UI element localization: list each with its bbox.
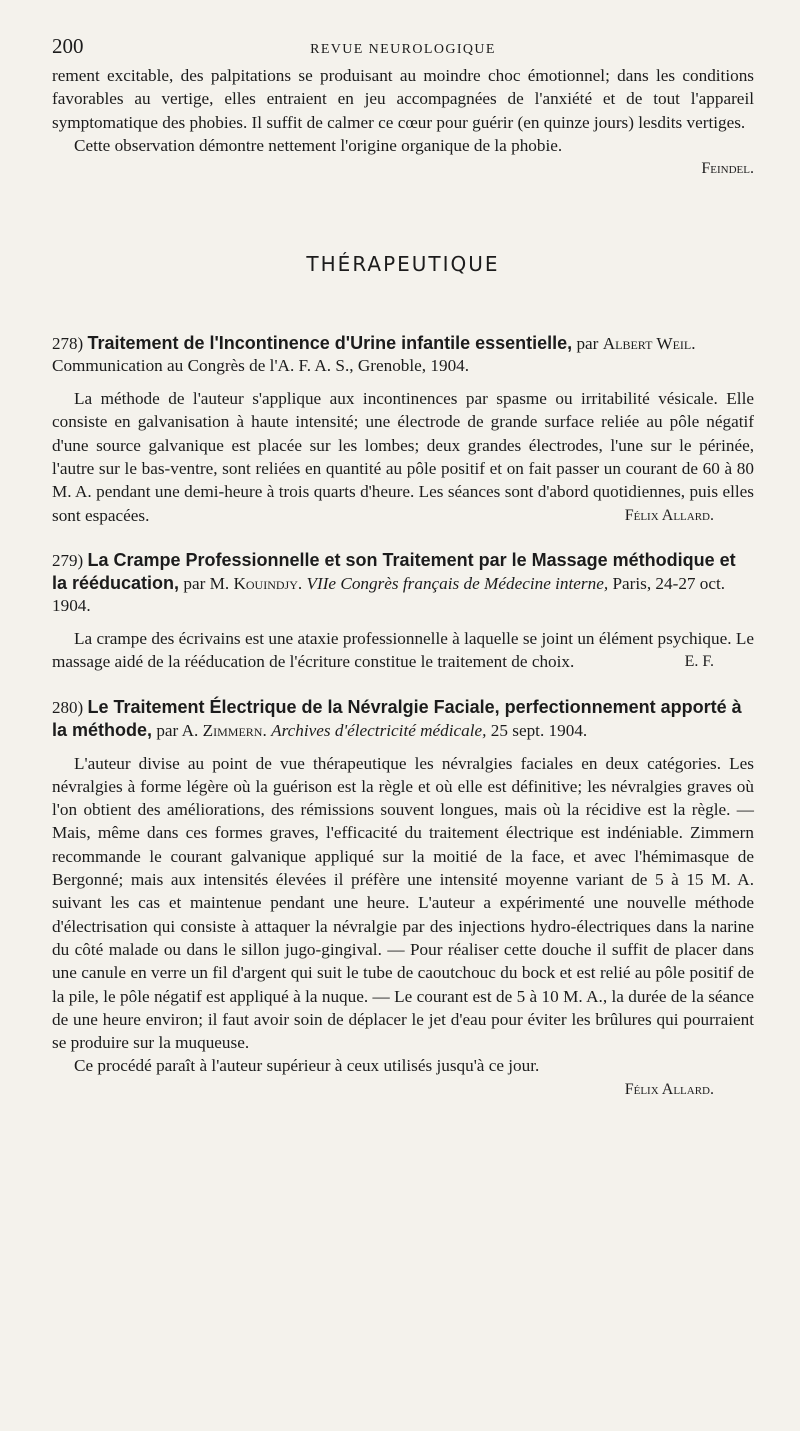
journal-page [52,34,754,1101]
article-body [52,627,754,674]
article-signature: Félix Allard. [624,1080,714,1098]
page-number: 200 [52,34,84,58]
article-278 [52,332,754,527]
article-title: Le Traitement Électrique de la Névralgie Faciale, perfectionnement apporté à la méthode, [52,696,742,740]
intro-conclusion: Cette observation démontre nettement l'origine organique de la phobie. [74,135,563,155]
page-header [52,34,754,64]
article-by: par [576,334,599,354]
article-by: par M. [183,573,230,593]
article-source: 25 sept. 1904. [490,720,588,740]
running-head: REVUE NEUROLOGIQUE [310,42,496,57]
article-heading [52,332,754,377]
article-source-italic: VIIe Congrès français de Médecine interne, [306,573,609,593]
intro-signature: Feindel. [701,160,754,178]
article-title: La Crampe Professionnelle et son Traitement par le Massage méthodique et la rééducation, [52,549,736,593]
article-source: Communication au Congrès de l'A. F. A. S., Grenoble, 1904. [52,356,470,376]
article-title: Traitement de l'Incontinence d'Urine infantile essentielle, [87,333,573,354]
article-279 [52,549,754,674]
article-heading [52,549,754,617]
article-number: 278) [52,334,84,354]
intro-paragraph: rement excitable, des palpitations se produisant au moindre choc émotionnel; dans les conditions favorables au vertige, elles entraient en jeu accompagnées de l'anxiété et de tout l'appareil symptomatique des phobies. Il suffit de calmer ce cœur pour guérir (en quinze jours) lesdits vertiges. [52,66,754,132]
article-body: L'auteur divise au point de vue thérapeutique les névralgies faciales en deux catégories. Les névralgies à forme légère où la guérison est la règle et où elle est définitive; les névralgies graves où l'on obtient des améliorations, des rémissions souvent longues, mais où la récidive est la règle. — Mais, même dans ces formes graves, l'efficacité du traitement électrique est indéniable. Zimmern recommande le courant galvanique appliqué sur la moitié de la face, et avec l'hémimasque de Bergonné; mais aux intensités élevées il préfère une intensité moyenne variant de 5 à 15 M. A. suivant les cas et maintenue pendant une heure. L'auteur a expérimenté une nouvelle méthode d'électrisation qui consiste à attaquer la névralgie par des injections hydro-électriques dans la narine du côté malade ou dans le sillon jugo-gingival. — Pour réaliser cette douche il suffit de placer dans une canule en verre un fil d'argent qui suit le tube de caoutchouc du bock et est relié au pôle positif de la pile, le pôle négatif est appliqué à la nuque. — Le courant est de 5 à 10 M. A., la durée de la séance de une heure environ; il faut avoir soin de déplacer le jet d'eau pour éviter les brûlures qui pourraient se produire sur la muqueuse. [52,753,754,1053]
article-closing: Ce procédé paraît à l'auteur supérieur à ceux utilisés jusqu'à ce jour. [74,1056,540,1076]
article-body-text: La crampe des écrivains est une ataxie professionnelle à laquelle se joint un élément psychique. Le massage aidé de la rééducation de l'écriture constitue le traitement de choix. [52,628,754,672]
article-signature: E. F. [684,653,714,671]
article-body-text: La méthode de l'auteur s'applique aux incontinences par spasme ou irritabilité vésicale. Elle consiste en galvanisation à haute intensité; une électrode de grande surface reliée au pôle négatif d'une source galvanique est placée sur les lombes; deux grandes électrodes, l'une sur le périnée, l'autre sur le bas-ventre, sont reliées en quantité au pôle positif et on fait passer un courant de 60 à 80 M. A. pendant une demi-heure à trois quarts d'heure. Les séances sont d'abord quotidiennes, puis elles sont espacées. [52,389,754,525]
article-author: Albert Weil. [602,334,696,354]
article-heading [52,696,754,742]
article-body [52,387,754,527]
article-source: Paris, 24-27 oct. 1904. [52,573,726,615]
article-author: Zimmern. [202,720,267,740]
section-title: THÉRAPEUTIQUE [306,252,500,277]
article-signature: Félix Allard. [624,506,714,524]
article-source-italic: Archives d'électricité médicale, [271,720,487,740]
article-by: par A. [156,720,199,740]
article-number: 279) [52,550,84,570]
article-280 [52,696,754,1101]
article-number: 280) [52,697,84,717]
article-author: Kouindjy. [233,573,303,593]
